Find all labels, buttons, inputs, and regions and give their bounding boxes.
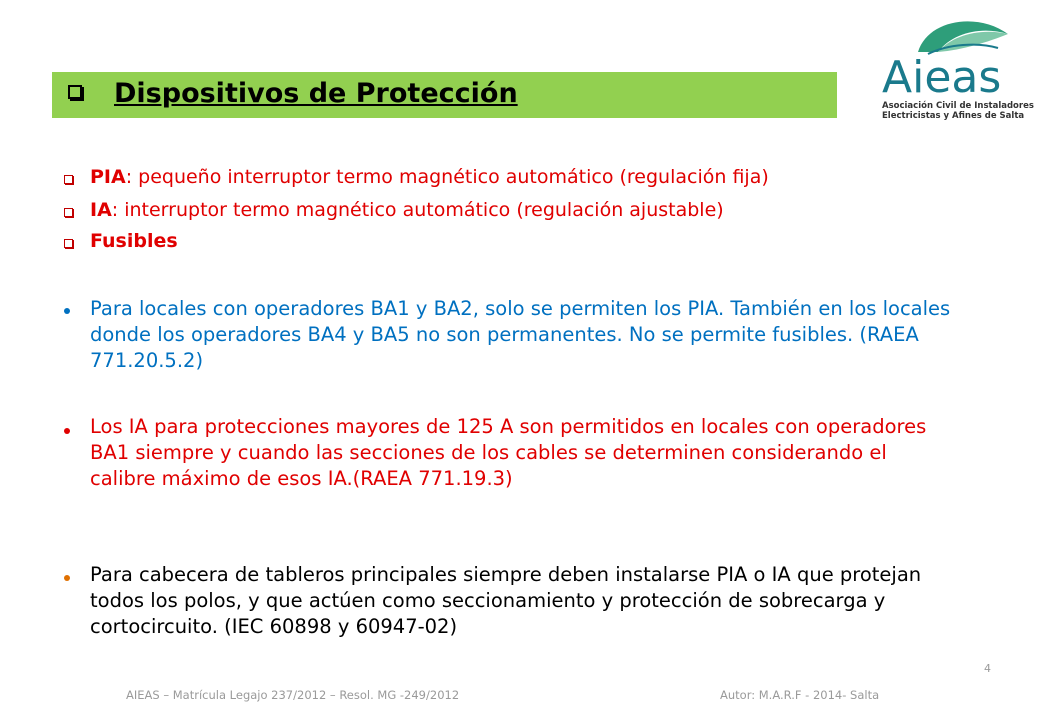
paragraph: Para locales con operadores BA1 y BA2, solo se permiten los PIA. También en los locales donde los operadores BA4 y BA5 no son permanentes. No se permite fusibles. (RAEA 771.20.5.2) <box>90 297 951 372</box>
bullet-dot-icon <box>64 575 70 581</box>
logo-wordmark: Aieas <box>882 52 1002 103</box>
logo-subtitle: Asociación Civil de Instaladores Electricistas y Afines de Salta <box>882 101 1034 121</box>
footer-left: AIEAS – Matrícula Legajo 237/2012 – Resol. MG -249/2012 <box>126 688 460 702</box>
square-bullet-icon <box>64 175 73 184</box>
square-bullet-icon <box>64 208 73 217</box>
paragraph: Para cabecera de tableros principales siempre deben instalarse PIA o IA que protejan todos los polos, y que actúen como seccionamiento y protección de sobrecarga y cortocircuito. (IEC 60898 y 60947-02) <box>90 563 922 638</box>
aieas-logo <box>858 14 1038 134</box>
checkbox-bullet-icon <box>68 85 82 99</box>
list-item: PIA: pequeño interruptor termo magnético automático (regulación fija) <box>90 166 769 188</box>
paragraph: Los IA para protecciones mayores de 125 A son permitidos en locales con operadores BA1 siempre y cuando las secciones de los cables se determinen considerando el calibre máximo de esos IA.(RAEA 771.19.3) <box>90 415 927 490</box>
bullet-dot-icon <box>64 308 70 314</box>
page-number: 4 <box>984 662 991 675</box>
footer-right: Autor: M.A.R.F - 2014- Salta <box>720 688 880 702</box>
list-item: IA: interruptor termo magnético automático (regulación ajustable) <box>90 199 724 221</box>
bullet-dot-icon <box>64 428 70 434</box>
title-bar <box>52 72 837 118</box>
square-bullet-icon <box>64 239 73 248</box>
slide-title: Dispositivos de Protección <box>114 78 518 109</box>
list-item: Fusibles <box>90 230 178 252</box>
